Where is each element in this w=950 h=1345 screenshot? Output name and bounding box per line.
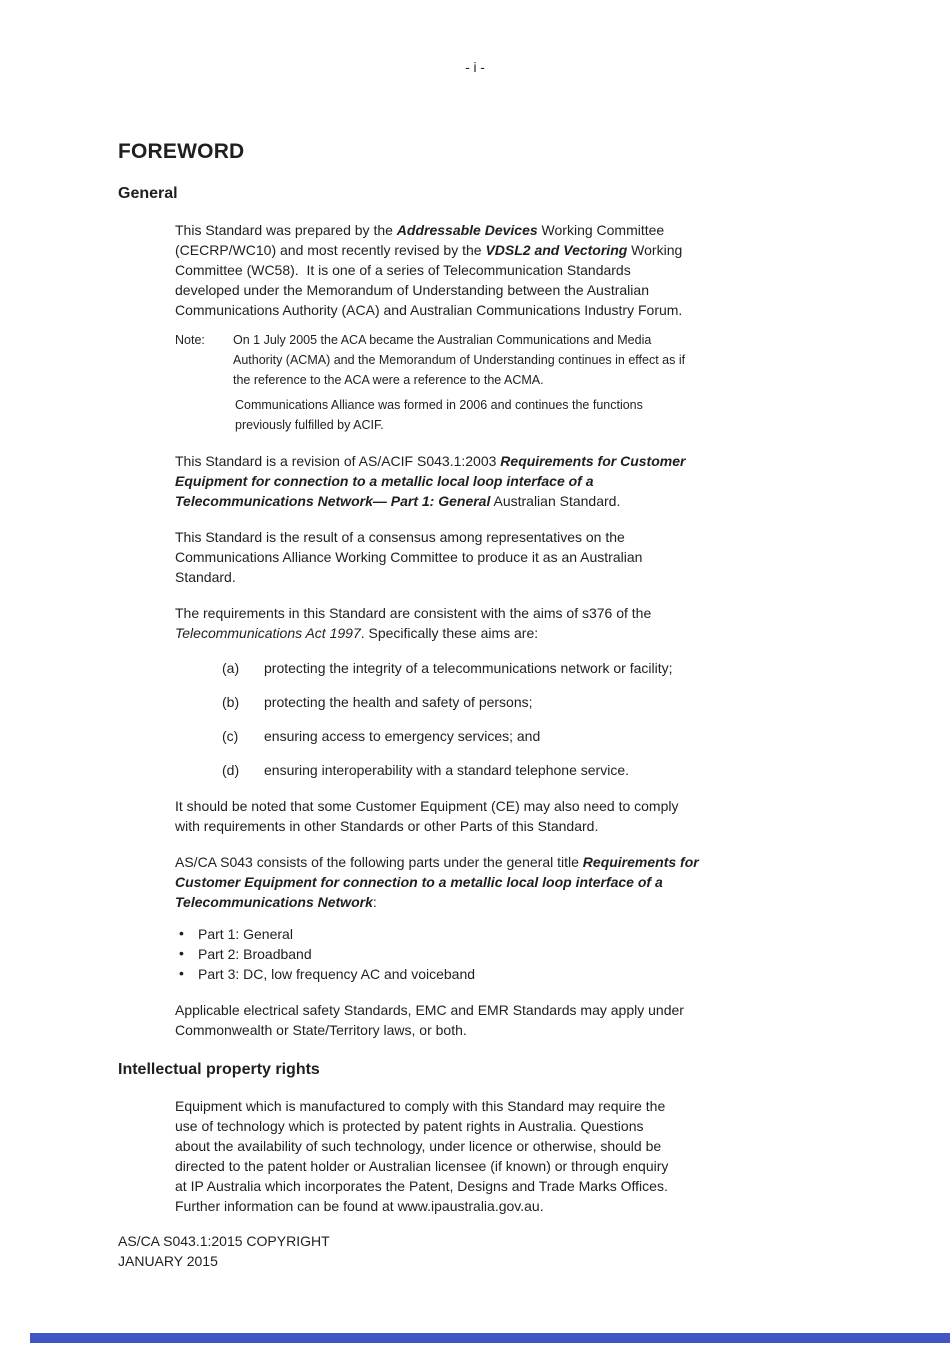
page-footer (118, 1231, 330, 1271)
text-line: Further information can be found at www.ipaustralia.gov.au. (175, 1198, 544, 1214)
bold-italic-text: Addressable Devices (396, 222, 538, 238)
text-line: This Standard is a revision of AS/ACIF S043.1:2003 Requirements for Customer (175, 453, 686, 469)
text-line: Applicable electrical safety Standards, EMC and EMR Standards may apply under (175, 1002, 684, 1018)
bold-italic-text: Telecommunications Network (175, 894, 373, 910)
text-line: Communications Alliance Working Committee to produce it as an Australian (175, 549, 643, 565)
paragraph (175, 451, 834, 511)
list-item-text: protecting the integrity of a telecommunications network or facility; (264, 660, 673, 676)
list-item-text: protecting the health and safety of persons; (264, 694, 533, 710)
list-item (175, 760, 834, 780)
text-line: about the availability of such technology, under licence or otherwise, should be (175, 1138, 662, 1154)
text-line: the reference to the ACA were a reference to the ACMA. (233, 373, 544, 387)
text-line: This Standard is the result of a consensus among representatives on the (175, 529, 625, 545)
text-line (175, 471, 834, 491)
italic-text: Telecommunications Act 1997 (175, 625, 361, 641)
text-line: use of technology which is protected by patent rights in Australia. Questions (175, 1118, 644, 1134)
bullet-item-text: Part 3: DC, low frequency AC and voiceband (198, 966, 476, 982)
text-line: Standard. (175, 569, 236, 585)
bold-italic-text: Customer Equipment for connection to a metallic local loop interface of a (175, 874, 663, 890)
text-line: Authority (ACMA) and the Memorandum of Understanding continues in effect as if (233, 353, 686, 367)
text-line: at IP Australia which incorporates the Patent, Designs and Trade Marks Offices. (175, 1178, 668, 1194)
text-line: Committee (WC58). It is one of a series of Telecommunication Standards (175, 262, 631, 278)
subsection-heading: Intellectual property rights (118, 1061, 320, 1078)
bullet-icon: • (179, 945, 184, 961)
text-line: AS/CA S043 consists of the following parts under the general title Requirements for (175, 854, 699, 870)
text-line: directed to the patent holder or Australian licensee (if known) or through enquiry (175, 1158, 669, 1174)
note-paragraph (233, 330, 834, 390)
bullet-item-text: Part 1: General (198, 926, 293, 942)
text-line: Communications Alliance was formed in 2006 and continues the functions (235, 398, 643, 412)
list-item-text: ensuring access to emergency services; and (264, 728, 541, 744)
list-item (175, 658, 834, 678)
paragraph (175, 1000, 834, 1040)
list-item (175, 692, 834, 712)
text-line: It should be noted that some Customer Equipment (CE) may also need to comply (175, 798, 679, 814)
page-number: - i - (465, 60, 485, 75)
list-item-label: (b) (222, 694, 240, 710)
section-title: FOREWORD (118, 140, 245, 163)
bold-italic-text: Telecommunications Network— Part 1: General (175, 493, 491, 509)
bullet-item (175, 924, 834, 944)
list-item-label: (d) (222, 762, 240, 778)
subsection-heading: General (118, 185, 178, 202)
bullet-item (175, 944, 834, 964)
paragraph (175, 1096, 834, 1216)
bold-italic-text: Requirements for Customer (500, 453, 686, 469)
text-line: This Standard was prepared by the Addressable Devices Working Committee (175, 222, 665, 238)
bold-italic-text: Equipment for connection to a metallic local loop interface of a (175, 473, 594, 489)
text-line: Commonwealth or State/Territory laws, or both. (175, 1022, 467, 1038)
list-item-label: (c) (222, 728, 239, 744)
list-item-label: (a) (222, 660, 240, 676)
text-line: with requirements in other Standards or other Parts of this Standard. (175, 818, 599, 834)
paragraph (175, 220, 834, 320)
paragraph (175, 852, 834, 912)
paragraph (175, 796, 834, 836)
text-line: (CECRP/WC10) and most recently revised by the VDSL2 and Vectoring Working (175, 242, 683, 258)
bold-italic-text: VDSL2 and Vectoring (485, 242, 628, 258)
text-line: Telecommunications Act 1997. Specifically these aims are: (175, 625, 539, 641)
footer-line-copyright: AS/CA S043.1:2015 COPYRIGHT (118, 1233, 330, 1249)
bullet-icon: • (179, 925, 184, 941)
text-line: The requirements in this Standard are consistent with the aims of s376 of the (175, 605, 652, 621)
list-item (175, 726, 834, 746)
note-label: Note: (175, 333, 205, 347)
bullet-item-text: Part 2: Broadband (198, 946, 312, 962)
paragraph (175, 527, 834, 587)
bullet-item (175, 964, 834, 984)
text-line: Equipment which is manufactured to comply with this Standard may require the (175, 1098, 666, 1114)
note-paragraph (233, 395, 834, 435)
text-line: Telecommunications Network— Part 1: General Australian Standard. (175, 493, 621, 509)
bold-italic-text: Requirements for (582, 854, 699, 870)
text-line: On 1 July 2005 the ACA became the Australian Communications and Media (233, 333, 652, 347)
document-content (118, 140, 834, 1216)
list-item-text: ensuring interoperability with a standard telephone service. (264, 762, 629, 778)
note-block (175, 330, 834, 435)
lettered-list (175, 658, 834, 780)
bullet-icon: • (179, 965, 184, 981)
paragraph (175, 603, 834, 643)
footer-line-date: JANUARY 2015 (118, 1253, 218, 1269)
text-line (175, 872, 834, 892)
footer-accent-bar (30, 1333, 950, 1343)
bullet-list (175, 924, 834, 984)
text-line: Telecommunications Network: (175, 894, 377, 910)
text-line: Communications Authority (ACA) and Australian Communications Industry Forum. (175, 302, 683, 318)
text-line: developed under the Memorandum of Understanding between the Australian (175, 282, 649, 298)
text-line: previously fulfilled by ACIF. (235, 418, 384, 432)
